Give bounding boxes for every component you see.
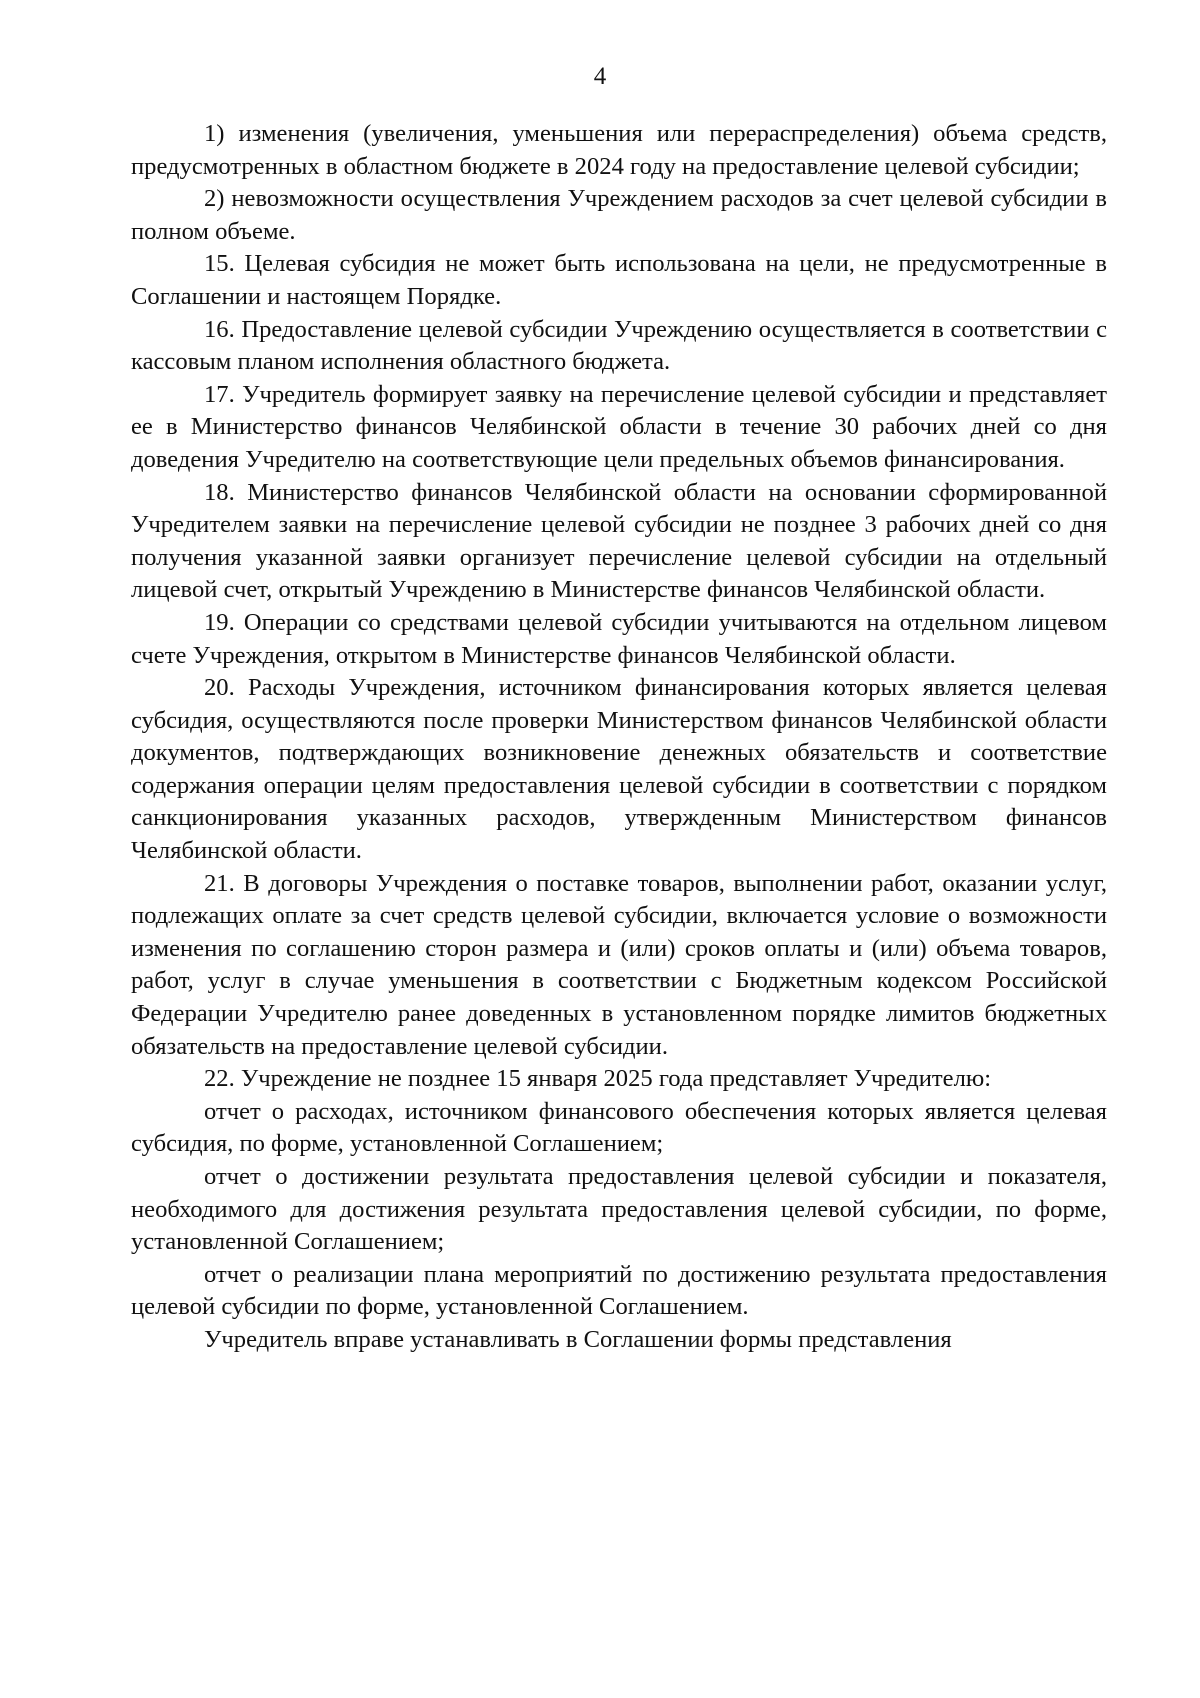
paragraph-16: 16. Предоставление целевой субсидии Учреждению осуществляется в соответствии с кассовым планом исполнения областного бюджета.	[131, 315, 1107, 376]
paragraph-22-report-results: отчет о достижении результата предоставления целевой субсидии и показателя, необходимого для достижения результата предоставления целевой субсидии, по форме, установленной Соглашением;	[131, 1163, 1107, 1256]
paragraph-18: 18. Министерство финансов Челябинской области на основании сформированной Учредителем заявки на перечисление целевой субсидии не позднее 3 рабочих дней со дня получения указанной заявки организует перечисление целевой субсидии на отдельный лицевой счет, открытый Учреждению в Министерстве финансов Челябинской области.	[131, 478, 1107, 604]
paragraph-22-report-plan: отчет о реализации плана мероприятий по достижению результата предоставления целевой субсидии по форме, установленной Соглашением.	[131, 1260, 1107, 1321]
paragraph-22-report-expenses: отчет о расходах, источником финансового обеспечения которых является целевая субсидия, по форме, установленной Соглашением;	[131, 1097, 1107, 1158]
paragraph-20: 20. Расходы Учреждения, источником финансирования которых является целевая субсидия, осуществляются после проверки Министерством финансов Челябинской области документов, подтверждающих возникновение денежных обязательств и соответствие содержания операции целям предоставления целевой субсидии в соответствии с порядком санкционирования указанных расходов, утвержденным Министерством финансов Челябинской области.	[131, 674, 1107, 865]
document-body	[131, 118, 1107, 1357]
paragraph-15: 15. Целевая субсидия не может быть использована на цели, не предусмотренные в Соглашении и настоящем Порядке.	[131, 250, 1107, 310]
paragraph-item-1: 1) изменения (увеличения, уменьшения или перераспределения) объема средств, предусмотренных в областном бюджете в 2024 году на предоставление целевой субсидии;	[131, 120, 1107, 180]
paragraph-item-2: 2) невозможности осуществления Учреждением расходов за счет целевой субсидии в полном объеме.	[131, 185, 1107, 245]
paragraph-19: 19. Операции со средствами целевой субсидии учитываются на отдельном лицевом счете Учреждения, открытом в Министерстве финансов Челябинской области.	[131, 608, 1107, 669]
paragraph-17: 17. Учредитель формирует заявку на перечисление целевой субсидии и представляет ее в Министерство финансов Челябинской области в течение 30 рабочих дней со дня доведения Учредителю на соответствующие цели предельных объемов финансирования.	[131, 380, 1107, 473]
paragraph-founder-forms: Учредитель вправе устанавливать в Соглашении формы представления	[204, 1325, 952, 1353]
paragraph-21: 21. В договоры Учреждения о поставке товаров, выполнении работ, оказании услуг, подлежащих оплате за счет средств целевой субсидии, включается условие о возможности изменения по соглашению сторон размера и (или) сроков оплаты и (или) объема товаров, работ, услуг в случае уменьшения в соответствии с Бюджетным кодексом Российской Федерации Учредителю ранее доведенных в установленном порядке лимитов бюджетных обязательств на предоставление целевой субсидии.	[131, 869, 1107, 1060]
page-number: 4	[593, 63, 607, 90]
paragraph-22: 22. Учреждение не позднее 15 января 2025 года представляет Учредителю:	[204, 1065, 992, 1093]
